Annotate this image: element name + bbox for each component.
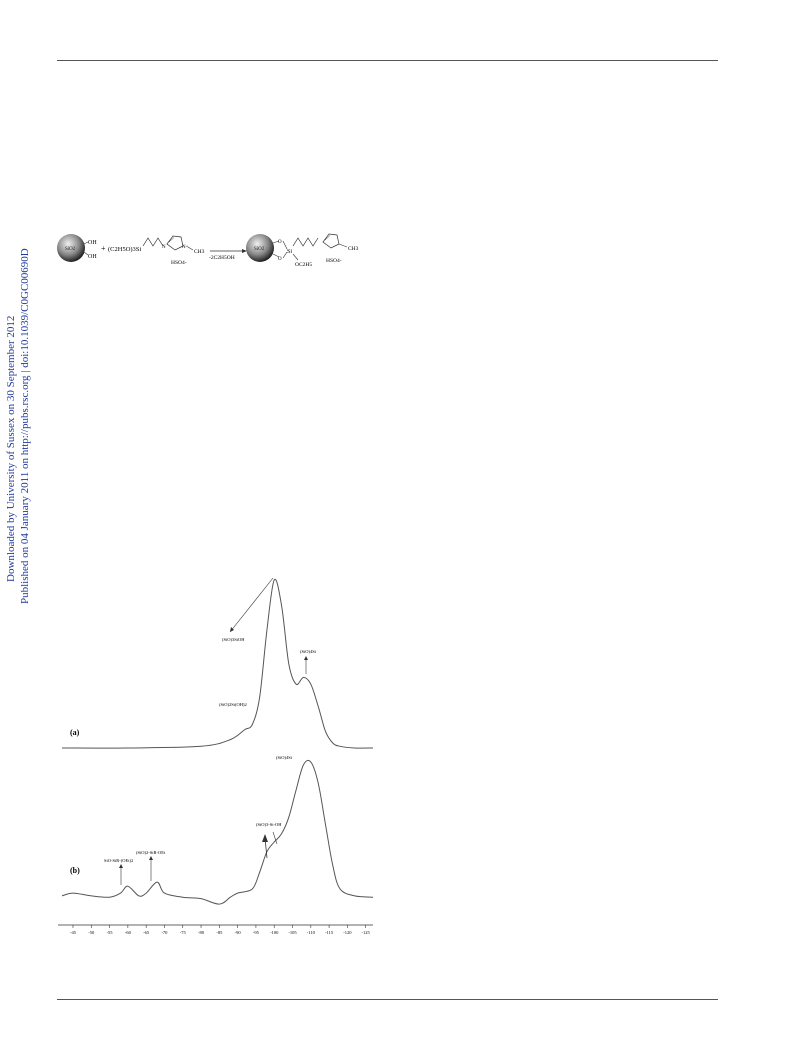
x-tick-label: -70 [161,930,168,935]
reaction-scheme [55,224,375,284]
spectra-lines [62,579,373,904]
sphere-label: SiO2 [65,247,76,252]
x-tick-label: -110 [306,930,315,935]
product-sphere-label: SiO2 [254,247,265,252]
x-tick-label: -125 [361,930,370,935]
top-rule [57,60,718,61]
product-ch3-label: CH3 [348,246,359,252]
annot-a-sio2sioh2: (SiO)2Si(OH)2 [219,702,247,707]
product-imidazolium-ring [323,234,339,248]
n-plus-label: N+ [182,245,189,250]
download-sidebar [0,0,40,1039]
si-label: Si [287,249,293,255]
arrow-label: -2C2H5OH [209,255,235,261]
annot-a-sio4si: (SiO)4Si [300,649,317,654]
panel-b-label: (b) [70,866,80,875]
x-tick-label: -60 [124,930,131,935]
x-tick-label: -100 [270,930,279,935]
annot-b-sio4si: (SiO)4Si [276,755,293,760]
product-anion-label: HSO4- [326,258,342,264]
nmr-figure [55,570,377,938]
x-tick-label: -90 [234,930,241,935]
imidazolium-ring [167,236,183,250]
annot-b-sio2sir-oet: (SiO)2-SiR-OEt [136,850,166,855]
annot-b-sio3sioh: (SiO)3-Si-OH [256,822,282,827]
x-tick-label: -50 [88,930,95,935]
x-tick-label: -120 [343,930,352,935]
annot-a-sio3sioh: (SiO)3SiOH [222,637,245,642]
product-propyl-chain [293,238,318,246]
oh-bottom: OH [88,254,97,260]
x-tick-label: -55 [106,930,113,935]
oc2h5-label: OC2H5 [295,262,313,268]
oh-top: OH [88,240,97,246]
x-tick-label: -85 [216,930,223,935]
panel-a-label: (a) [70,728,80,737]
silane-label: (C2H5O)3Si [108,246,142,253]
plus-sign: + [101,244,106,253]
annot-b-sior-oet2: SiO-SiR-(OEt)2 [104,858,134,863]
x-tick-label: -80 [198,930,205,935]
spectrum-line-b [62,760,373,904]
x-tick-label: -75 [179,930,186,935]
x-tick-label: -115 [325,930,334,935]
x-ticks [70,925,371,935]
x-tick-label: -105 [288,930,297,935]
spectrum-line-a [62,579,373,748]
x-tick-label: -95 [252,930,259,935]
o-bottom: O [278,257,282,262]
download-line: Downloaded by University of Sussex on 30 September 2012 [5,315,17,582]
x-tick-label: -45 [69,930,76,935]
o-top: O [278,240,282,245]
bottom-rule [57,999,718,1000]
anion-label: HSO4- [171,260,187,266]
propyl-chain [143,238,163,246]
n-label: N [162,245,166,250]
x-tick-label: -65 [143,930,150,935]
ch3-label: CH3 [194,249,205,255]
published-line: Published on 04 January 2011 on http://pubs.rsc.org | doi:10.1039/C0GC00690D [19,248,31,604]
